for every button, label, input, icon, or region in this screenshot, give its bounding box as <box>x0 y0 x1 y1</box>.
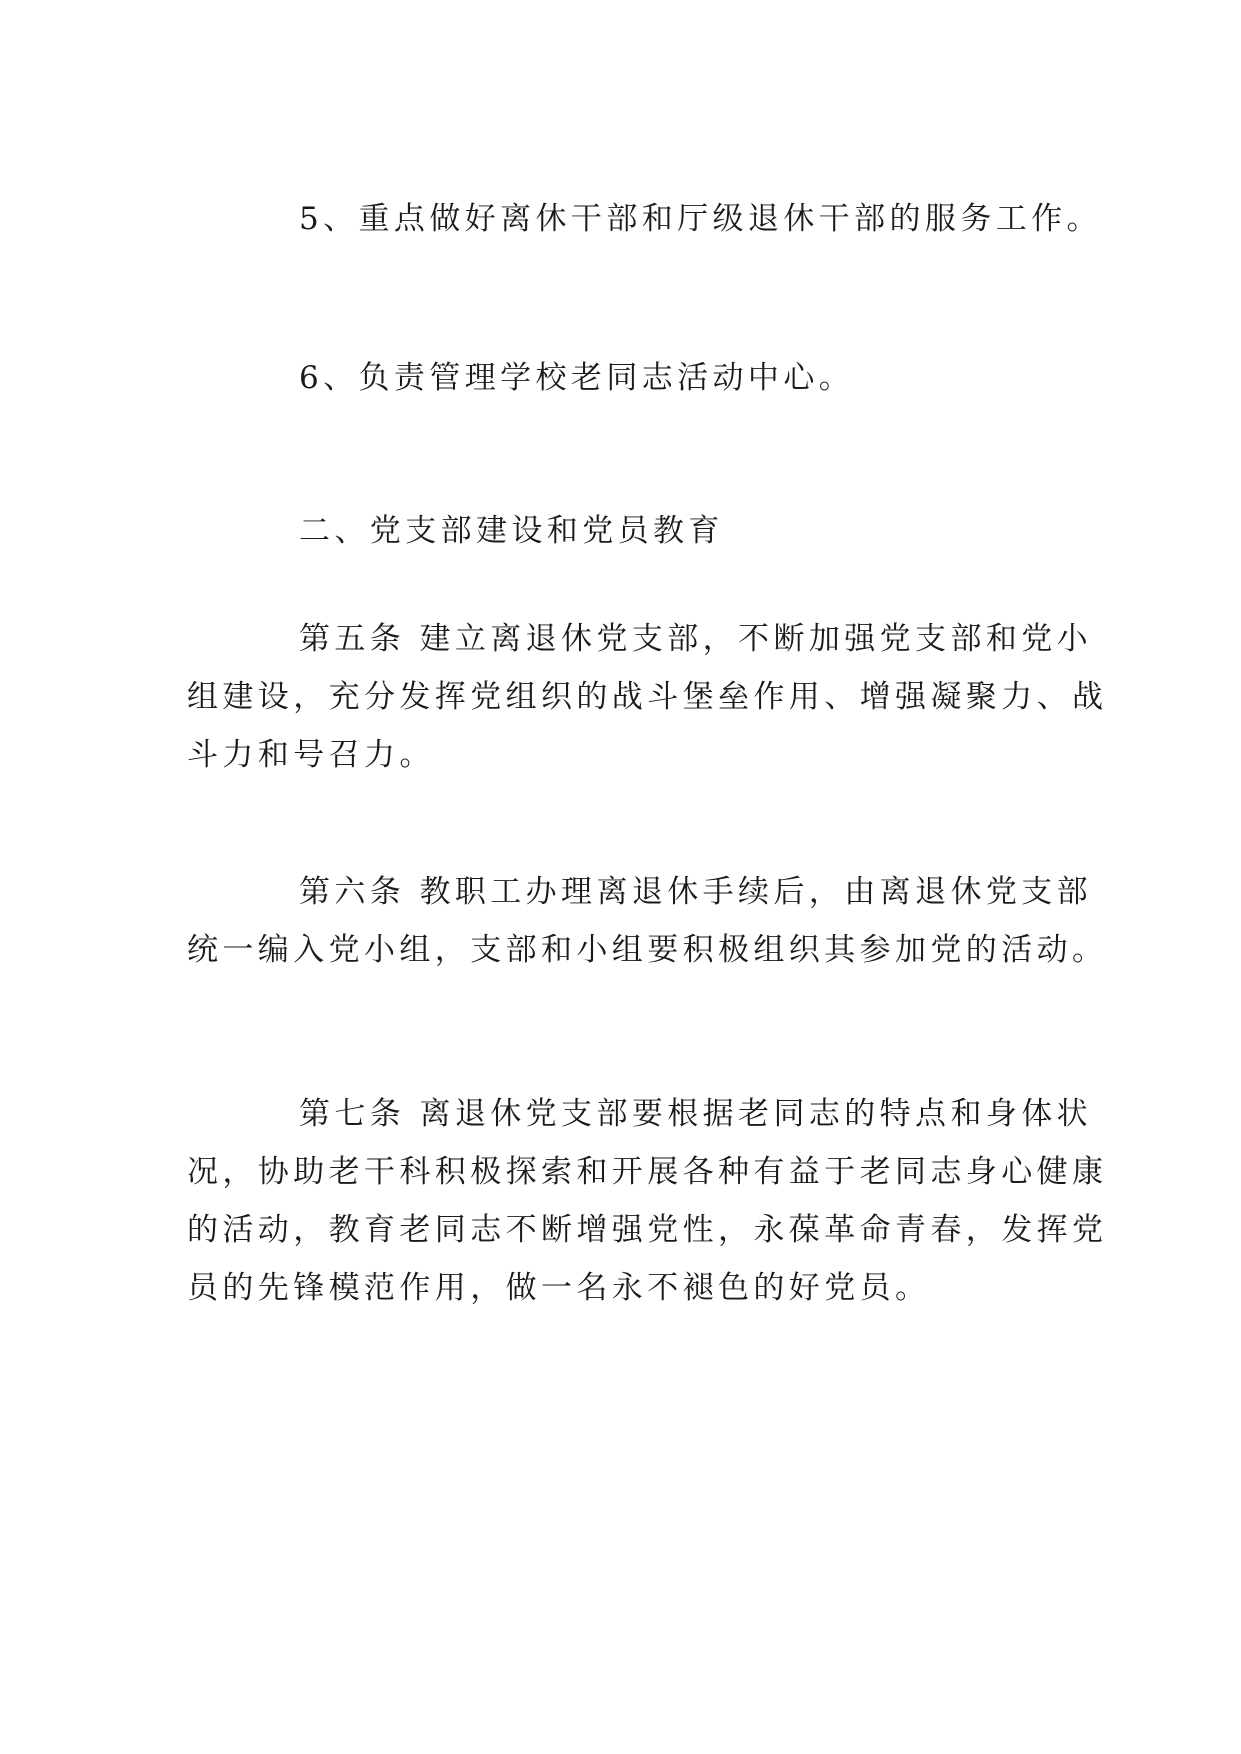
section-heading <box>187 502 1067 560</box>
item-5-line-1: 5、重点做好离休干部和厅级退休干部的服务工作。 <box>299 201 1102 237</box>
section-heading-line-1: 二、党支部建设和党员教育 <box>299 513 724 549</box>
article-6-line-1: 第六条 教职工办理离退休手续后，由离退休党支部 <box>299 874 1093 910</box>
article-7-line-4: 员的先锋模范作用，做一名永不褪色的好党员。 <box>187 1270 931 1306</box>
article-5-line-2: 组建设，充分发挥党组织的战斗堡垒作用、增强凝聚力、战 <box>187 679 1108 715</box>
article-6-line-2: 统一编入党小组，支部和小组要积极组织其参加党的活动。 <box>187 932 1108 968</box>
item-6-paragraph <box>187 349 1067 407</box>
item-6-line-1: 6、负责管理学校老同志活动中心。 <box>299 360 855 396</box>
article-5-line-1: 第五条 建立离退休党支部，不断加强党支部和党小 <box>299 621 1093 657</box>
article-5-line-3: 斗力和号召力。 <box>187 737 435 773</box>
article-7-paragraph <box>187 1085 1108 1317</box>
article-5-paragraph <box>187 610 1108 784</box>
article-6-paragraph <box>187 863 1108 979</box>
article-7-line-3: 的活动，教育老同志不断增强党性，永葆革命青春，发挥党 <box>187 1212 1108 1248</box>
article-7-line-2: 况，协助老干科积极探索和开展各种有益于老同志身心健康 <box>187 1154 1108 1190</box>
item-5-paragraph <box>187 190 1102 248</box>
article-7-line-1: 第七条 离退休党支部要根据老同志的特点和身体状 <box>299 1096 1093 1132</box>
